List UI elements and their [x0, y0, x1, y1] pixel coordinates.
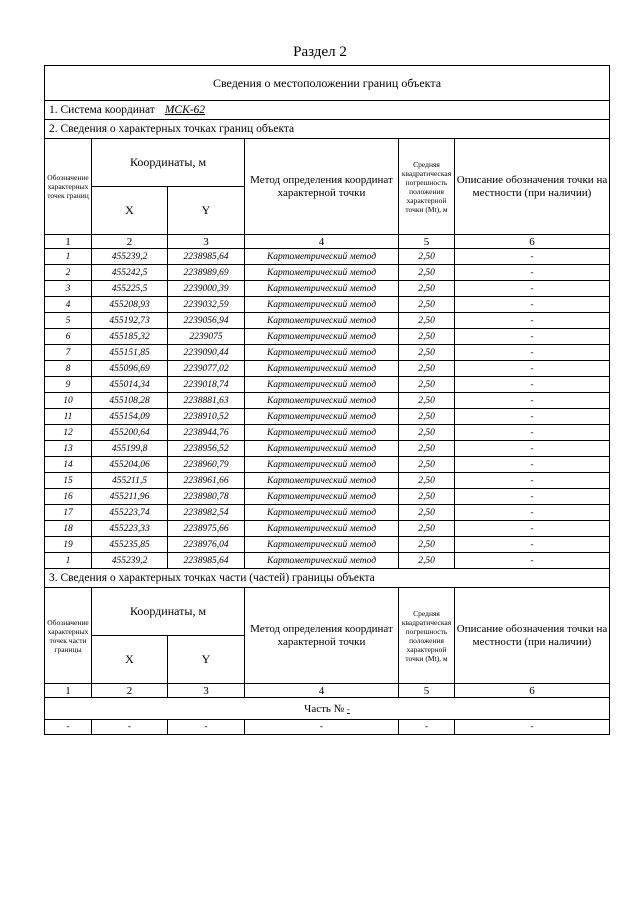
section2-title: 2. Сведения о характерных точках границ объекта — [45, 120, 610, 139]
header-y: Y — [168, 187, 245, 235]
part-value: - — [399, 720, 455, 735]
table-row — [45, 393, 610, 409]
point-mt: 2,50 — [399, 345, 455, 361]
point-mt: 2,50 — [399, 537, 455, 553]
point-method: Картометрический метод — [245, 361, 399, 377]
column-number: 3 — [168, 235, 245, 249]
point-method: Картометрический метод — [245, 537, 399, 553]
point-y: 2238956,52 — [168, 441, 245, 457]
point-mt: 2,50 — [399, 393, 455, 409]
table-row — [45, 553, 610, 569]
header-point: Обозначение характерных точек границ — [45, 139, 92, 235]
point-mt: 2,50 — [399, 377, 455, 393]
point-y: 2239032,59 — [168, 297, 245, 313]
point-y: 2238960,79 — [168, 457, 245, 473]
column-number: 6 — [455, 235, 610, 249]
point-y: 2239018,74 — [168, 377, 245, 393]
point-number: 3 — [45, 281, 92, 297]
point-number: 13 — [45, 441, 92, 457]
point-number: 17 — [45, 505, 92, 521]
point-method: Картометрический метод — [245, 281, 399, 297]
point-mt: 2,50 — [399, 249, 455, 265]
column-number: 2 — [92, 235, 168, 249]
point-y: 2239090,44 — [168, 345, 245, 361]
header-method: Метод определения координат характерной точки — [245, 139, 399, 235]
point-method: Картометрический метод — [245, 393, 399, 409]
header-x-part: X — [92, 636, 168, 684]
point-desc: - — [455, 473, 610, 489]
point-x: 455239,2 — [92, 249, 168, 265]
point-number: 18 — [45, 521, 92, 537]
point-number: 8 — [45, 361, 92, 377]
column-number: 5 — [399, 684, 455, 698]
point-method: Картометрический метод — [245, 505, 399, 521]
point-desc: - — [455, 297, 610, 313]
table-row — [45, 537, 610, 553]
point-method: Картометрический метод — [245, 377, 399, 393]
point-desc: - — [455, 537, 610, 553]
table-row — [45, 441, 610, 457]
point-mt: 2,50 — [399, 473, 455, 489]
point-desc: - — [455, 249, 610, 265]
point-number: 6 — [45, 329, 92, 345]
point-mt: 2,50 — [399, 281, 455, 297]
point-x: 455096,69 — [92, 361, 168, 377]
part-value: - — [92, 720, 168, 735]
point-y: 2239000,39 — [168, 281, 245, 297]
column-number: 1 — [45, 235, 92, 249]
point-number: 14 — [45, 457, 92, 473]
point-y: 2239077,02 — [168, 361, 245, 377]
point-mt: 2,50 — [399, 409, 455, 425]
table-row — [45, 425, 610, 441]
point-number: 10 — [45, 393, 92, 409]
point-desc: - — [455, 281, 610, 297]
point-mt: 2,50 — [399, 521, 455, 537]
point-x: 455204,06 — [92, 457, 168, 473]
point-number: 4 — [45, 297, 92, 313]
point-method: Картометрический метод — [245, 425, 399, 441]
point-x: 455223,74 — [92, 505, 168, 521]
point-desc: - — [455, 377, 610, 393]
table-row — [45, 345, 610, 361]
point-mt: 2,50 — [399, 505, 455, 521]
point-method: Картометрический метод — [245, 329, 399, 345]
table-row — [45, 377, 610, 393]
point-mt: 2,50 — [399, 313, 455, 329]
column-number: 4 — [245, 684, 399, 698]
column-number: 6 — [455, 684, 610, 698]
point-x: 455235,85 — [92, 537, 168, 553]
table-row — [45, 473, 610, 489]
header-coords: Координаты, м — [92, 139, 245, 187]
point-desc: - — [455, 329, 610, 345]
column-number: 5 — [399, 235, 455, 249]
point-x: 455239,2 — [92, 553, 168, 569]
table-row — [45, 457, 610, 473]
coord-system-row — [45, 101, 610, 120]
point-y: 2238944,76 — [168, 425, 245, 441]
point-x: 455242,5 — [92, 265, 168, 281]
header-coords-part: Координаты, м — [92, 588, 245, 636]
point-mt: 2,50 — [399, 265, 455, 281]
point-x: 455154,09 — [92, 409, 168, 425]
table-row — [45, 297, 610, 313]
point-y: 2238985,64 — [168, 249, 245, 265]
point-y: 2239075 — [168, 329, 245, 345]
part-value: - — [168, 720, 245, 735]
part-value: - — [245, 720, 399, 735]
column-number: 3 — [168, 684, 245, 698]
part-value: - — [45, 720, 92, 735]
point-y: 2238910,52 — [168, 409, 245, 425]
point-mt: 2,50 — [399, 553, 455, 569]
point-method: Картометрический метод — [245, 297, 399, 313]
point-method: Картометрический метод — [245, 553, 399, 569]
point-desc: - — [455, 553, 610, 569]
table-row — [45, 329, 610, 345]
point-number: 2 — [45, 265, 92, 281]
coord-system-label: 1. Система координат — [49, 104, 155, 116]
point-number: 11 — [45, 409, 92, 425]
part-number: - — [347, 704, 350, 714]
table-row — [45, 361, 610, 377]
point-mt: 2,50 — [399, 329, 455, 345]
point-number: 16 — [45, 489, 92, 505]
point-desc: - — [455, 409, 610, 425]
point-y: 2238976,04 — [168, 537, 245, 553]
point-method: Картометрический метод — [245, 265, 399, 281]
point-desc: - — [455, 505, 610, 521]
point-desc: - — [455, 313, 610, 329]
point-number: 9 — [45, 377, 92, 393]
point-y: 2238980,78 — [168, 489, 245, 505]
point-method: Картометрический метод — [245, 521, 399, 537]
point-y: 2239056,94 — [168, 313, 245, 329]
point-x: 455200,64 — [92, 425, 168, 441]
point-desc: - — [455, 265, 610, 281]
point-mt: 2,50 — [399, 361, 455, 377]
header-description: Описание обозначения точки на местности (при наличии) — [455, 139, 610, 235]
part-row — [45, 698, 610, 720]
point-number: 12 — [45, 425, 92, 441]
point-desc: - — [455, 393, 610, 409]
header-method-part: Метод определения координат характерной точки — [245, 588, 399, 684]
point-x: 455211,5 — [92, 473, 168, 489]
point-mt: 2,50 — [399, 297, 455, 313]
point-mt: 2,50 — [399, 457, 455, 473]
point-x: 455199,8 — [92, 441, 168, 457]
point-x: 455211,96 — [92, 489, 168, 505]
point-method: Картометрический метод — [245, 489, 399, 505]
table-row — [45, 249, 610, 265]
header-y-part: Y — [168, 636, 245, 684]
point-x: 455223,33 — [92, 521, 168, 537]
point-y: 2238985,64 — [168, 553, 245, 569]
table-row — [45, 505, 610, 521]
point-method: Картометрический метод — [245, 249, 399, 265]
point-y: 2238975,66 — [168, 521, 245, 537]
point-y: 2238982,54 — [168, 505, 245, 521]
point-number: 1 — [45, 249, 92, 265]
column-number: 2 — [92, 684, 168, 698]
point-desc: - — [455, 489, 610, 505]
point-method: Картометрический метод — [245, 441, 399, 457]
point-desc: - — [455, 361, 610, 377]
section3-title: 3. Сведения о характерных точках части (частей) границы объекта — [45, 569, 610, 588]
header-x: X — [92, 187, 168, 235]
part-values-row — [45, 720, 610, 735]
point-desc: - — [455, 521, 610, 537]
point-y: 2238881,63 — [168, 393, 245, 409]
point-mt: 2,50 — [399, 489, 455, 505]
point-method: Картометрический метод — [245, 313, 399, 329]
point-x: 455192,73 — [92, 313, 168, 329]
point-mt: 2,50 — [399, 441, 455, 457]
point-number: 15 — [45, 473, 92, 489]
column-number: 4 — [245, 235, 399, 249]
point-number: 1 — [45, 553, 92, 569]
boundary-table — [44, 65, 610, 735]
point-number: 5 — [45, 313, 92, 329]
point-y: 2238989,69 — [168, 265, 245, 281]
point-x: 455185,32 — [92, 329, 168, 345]
point-number: 19 — [45, 537, 92, 553]
header-point-part: Обозначение характерных точек части границы — [45, 588, 92, 684]
page-title: Раздел 2 — [293, 44, 347, 60]
point-desc: - — [455, 457, 610, 473]
point-x: 455014,34 — [92, 377, 168, 393]
point-x: 455208,93 — [92, 297, 168, 313]
point-desc: - — [455, 425, 610, 441]
point-x: 455108,28 — [92, 393, 168, 409]
table-row — [45, 409, 610, 425]
point-method: Картометрический метод — [245, 345, 399, 361]
header-description-part: Описание обозначения точки на местности (при наличии) — [455, 588, 610, 684]
column-numbers-row — [45, 235, 610, 249]
column-numbers-row-part — [45, 684, 610, 698]
point-desc: - — [455, 345, 610, 361]
table-row — [45, 265, 610, 281]
table-row — [45, 521, 610, 537]
section-title: Сведения о местоположении границ объекта — [45, 66, 610, 101]
table-row — [45, 281, 610, 297]
part-label: Часть № — [304, 702, 345, 715]
point-method: Картометрический метод — [245, 457, 399, 473]
column-number: 1 — [45, 684, 92, 698]
point-x: 455151,85 — [92, 345, 168, 361]
point-y: 2238961,66 — [168, 473, 245, 489]
header-mt: Средняя квадратическая погрешность положения характерной точки (Mt), м — [399, 139, 455, 235]
point-method: Картометрический метод — [245, 473, 399, 489]
table-row — [45, 313, 610, 329]
point-number: 7 — [45, 345, 92, 361]
point-x: 455225,5 — [92, 281, 168, 297]
header-mt-part: Средняя квадратическая погрешность положения характерной точки (Mt), м — [399, 588, 455, 684]
point-desc: - — [455, 441, 610, 457]
coord-system-value: МСК-62 — [164, 104, 206, 116]
table-row — [45, 489, 610, 505]
part-value: - — [455, 720, 610, 735]
document-frame — [44, 65, 609, 735]
point-method: Картометрический метод — [245, 409, 399, 425]
point-mt: 2,50 — [399, 425, 455, 441]
